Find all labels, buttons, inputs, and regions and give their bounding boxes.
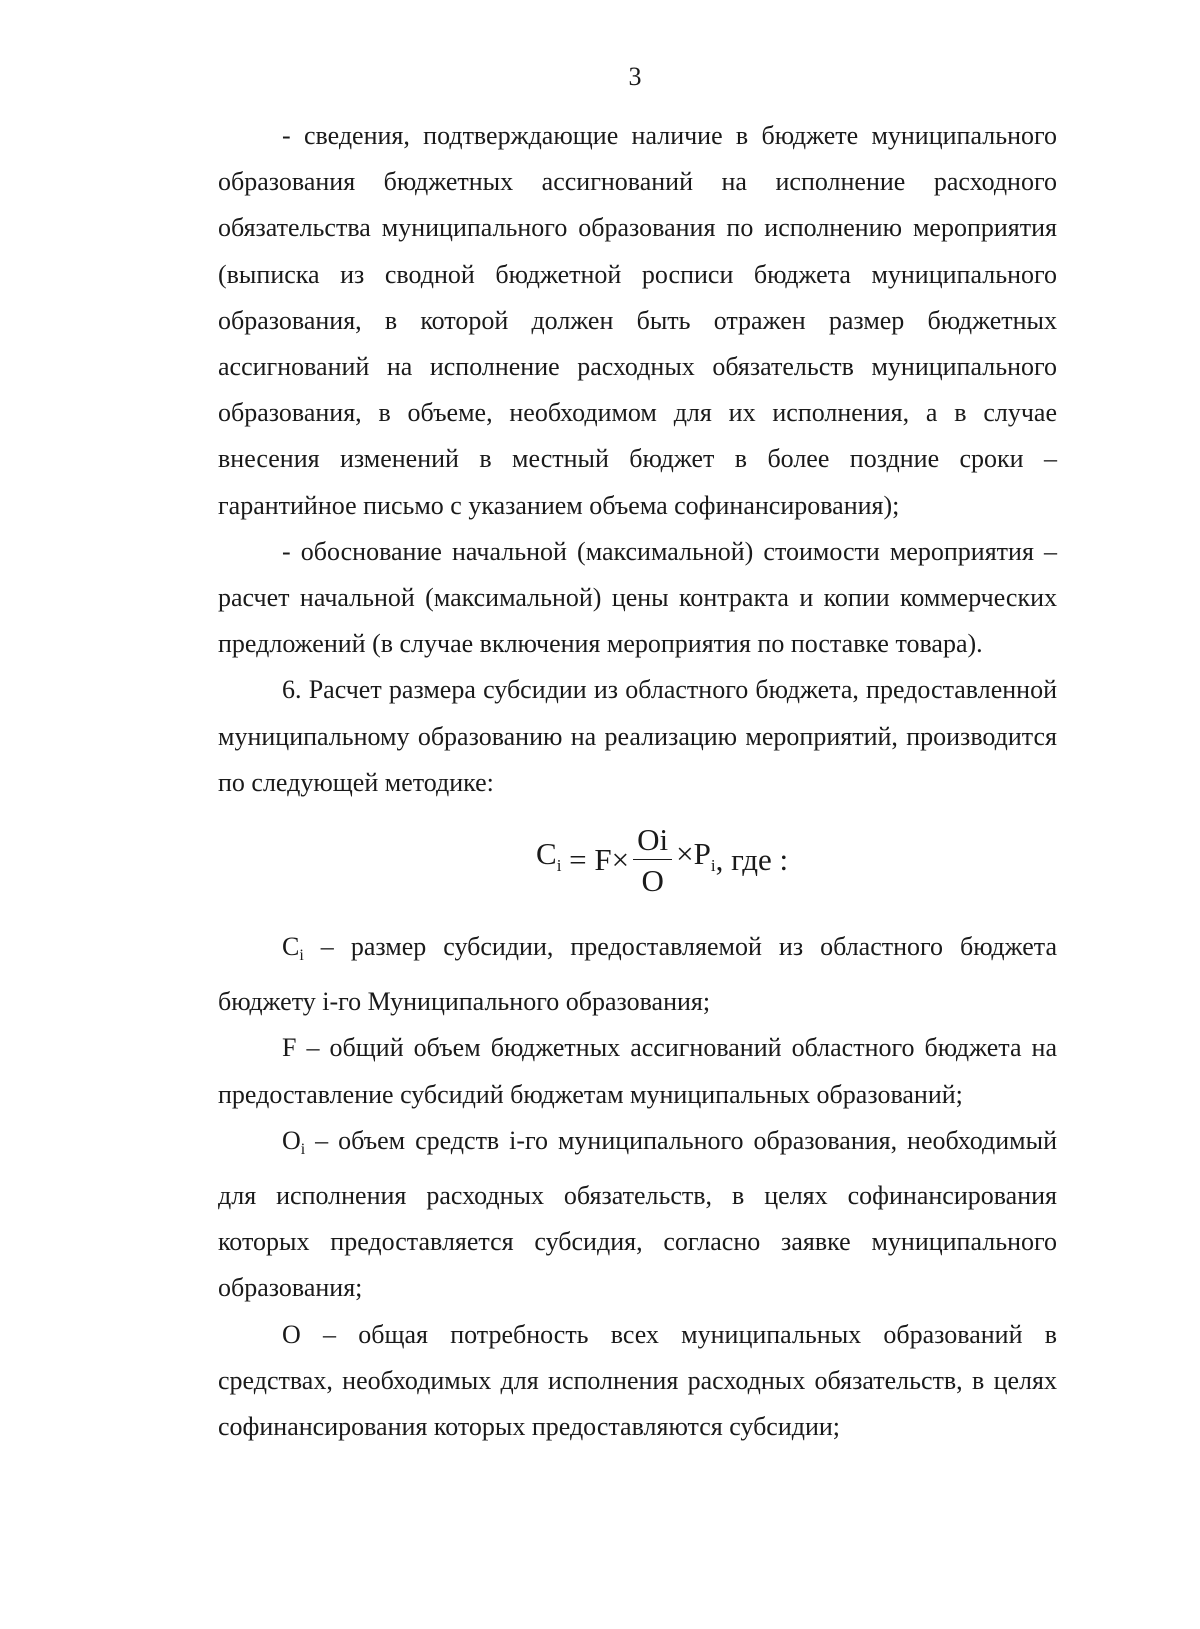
formula-lhs: $C_i$ bbox=[536, 835, 562, 875]
paragraph-calculation-intro: 6. Расчет размера субсидии из областного бюджета, предоставленной муниципальному образованию на реализацию мероприятий, производится по следующей методике: bbox=[218, 675, 1057, 797]
definition-ci: Ci – размер субсидии, предоставляемой из областного бюджета бюджету i-го Муниципального образования; bbox=[218, 932, 1057, 1017]
formula-fraction bbox=[633, 822, 672, 899]
formula-expression bbox=[536, 820, 788, 900]
definition-f: F – общий объем бюджетных ассигнований областного бюджета на предоставление субсидий бюджетам муниципальных образований; bbox=[218, 1033, 1057, 1109]
paragraph-cost-justification: - обоснование начальной (максимальной) стоимости мероприятия – расчет начальной (максимальной) цены контракта и копии коммерческих предложений (в случае включения мероприятия по поставке товара). bbox=[218, 536, 1057, 659]
definition-o: O – общая потребность всех муниципальных образований в средствах, необходимых для исполнения расходных обязательств, в целях софинансирования которых предоставляются субсидии; bbox=[218, 1319, 1057, 1442]
definition-oi: Oi – объем средств i-го муниципального образования, необходимый для исполнения расходных обязательств, в целях софинансирования которых предоставляется субсидия, согласно заявке муниципального образования; bbox=[218, 1125, 1057, 1303]
paragraph-bank-info: - сведения, подтверждающие наличие в бюджете муниципального образования бюджетных ассигнований на исполнение расходного обязательства муниципального образования по исполнению мероприятия (выписка из сводной бюджетной росписи бюджета муниципального образования, в которой должен быть отражен размер бюджетных ассигнований на исполнение расходных обязательств муниципального образования, в объеме, необходимом для их исполнения, а в случае внесения изменений в местный бюджет в более поздние сроки – гарантийное письмо с указанием объема софинансирования); bbox=[218, 121, 1057, 520]
formula-denominator: O bbox=[641, 863, 664, 899]
document-body bbox=[218, 113, 1057, 1450]
formula-times-p: $\times P_i$ bbox=[676, 835, 716, 875]
formula-numerator: Oi bbox=[633, 824, 672, 860]
formula-tail: , где : bbox=[715, 841, 789, 877]
subsidy-formula bbox=[218, 806, 1057, 924]
page-number: 3 bbox=[628, 62, 642, 91]
formula-equals: = F× bbox=[561, 841, 630, 877]
